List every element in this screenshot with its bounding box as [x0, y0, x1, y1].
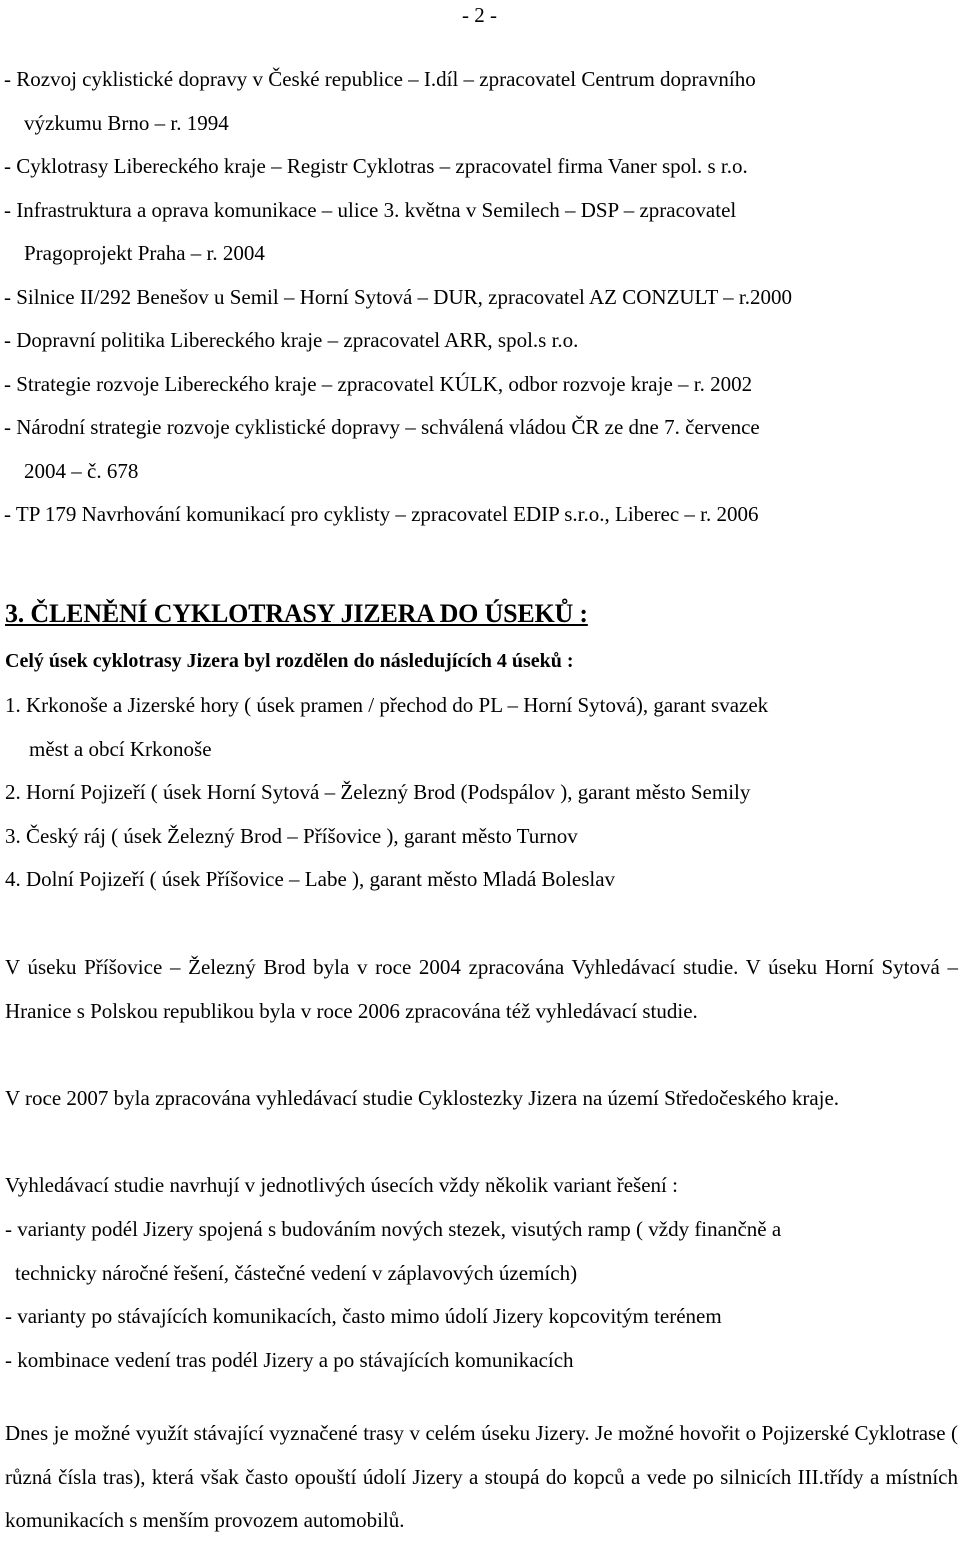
- reference-item: - Rozvoj cyklistické dopravy v České republice – I.díl – zpracovatel Centrum dopravního: [4, 67, 756, 91]
- reference-list: [4, 58, 944, 537]
- paragraph-current-routes: Dnes je možné využít stávající vyznačené trasy v celém úseku Jizery. Je možné hovořit o Pojizerské Cyklotrase ( různá čísla tras), která však často opouští údolí Jizery a stoupá do kopců a vede po silnicích III.třídy a místních komunikacích s menším provozem automobilů.: [5, 1421, 958, 1532]
- section-list: [5, 684, 945, 902]
- variant-item-continuation: technicky náročné řešení, částečné vedení v záplavových územích): [15, 1260, 578, 1285]
- reference-item: - Cyklotrasy Libereckého kraje – Registr Cyklotras – zpracovatel firma Vaner spol. s r.o.: [4, 154, 748, 178]
- section-item: 4. Dolní Pojizeří ( úsek Příšovice – Labe ), garant město Mladá Boleslav: [5, 867, 616, 891]
- paragraph-2007-study: V roce 2007 byla zpracována vyhledávací studie Cyklostezky Jizera na území Středočeského kraje.: [5, 1086, 840, 1110]
- section-intro: Celý úsek cyklotrasy Jizera byl rozdělen do následujících 4 úseků :: [5, 650, 574, 672]
- section-item: 3. Český ráj ( úsek Železný Brod – Příšovice ), garant město Turnov: [5, 823, 578, 848]
- reference-item-continuation: Pragoprojekt Praha – r. 2004: [24, 241, 265, 265]
- section-item: 1. Krkonoše a Jizerské hory ( úsek pramen / přechod do PL – Horní Sytová), garant svazek: [5, 693, 769, 717]
- reference-item-continuation: 2004 – č. 678: [24, 458, 139, 483]
- reference-item: - Dopravní politika Libereckého kraje – zpracovatel ARR, spol.s r.o.: [4, 328, 579, 352]
- reference-item: - Národní strategie rozvoje cyklistické dopravy – schválená vládou ČR ze dne 7. července: [4, 415, 760, 439]
- reference-item: - Strategie rozvoje Libereckého kraje – zpracovatel KÚLK, odbor rozvoje kraje – r. 2002: [4, 371, 753, 396]
- paragraph-studies: V úseku Příšovice – Železný Brod byla v roce 2004 zpracována Vyhledávací studie. V úseku Horní Sytová – Hranice s Polskou republikou byla v roce 2006 zpracována též vyhledávací studie.: [5, 955, 958, 1023]
- reference-item: - Silnice II/292 Benešov u Semil – Horní Sytová – DUR, zpracovatel AZ CONZULT – r.2000: [4, 284, 792, 309]
- variant-item: - varianty po stávajících komunikacích, často mimo údolí Jizery kopcovitým terénem: [5, 1304, 722, 1328]
- paragraph-variants-intro: Vyhledávací studie navrhují v jednotlivých úsecích vždy několik variant řešení :: [5, 1173, 678, 1197]
- section-item-continuation: měst a obcí Krkonoše: [29, 736, 212, 761]
- reference-item: - TP 179 Navrhování komunikací pro cyklisty – zpracovatel EDIP s.r.o., Liberec – r. 2006: [4, 502, 759, 526]
- reference-item: - Infrastruktura a oprava komunikace – ulice 3. května v Semilech – DSP – zpracovatel: [4, 197, 737, 222]
- section-heading: 3. ČLENĚNÍ CYKLOTRASY JIZERA DO ÚSEKŮ :: [5, 599, 588, 628]
- reference-item-continuation: výzkumu Brno – r. 1994: [24, 110, 229, 135]
- variant-list: [5, 1208, 955, 1382]
- variant-item: - kombinace vedení tras podél Jizery a po stávajících komunikacích: [5, 1347, 574, 1372]
- section-item: 2. Horní Pojizeří ( úsek Horní Sytová – Železný Brod (Podspálov ), garant město Semily: [5, 780, 751, 804]
- page-number: - 2 -: [462, 3, 497, 27]
- variant-item: - varianty podél Jizery spojená s budováním nových stezek, visutých ramp ( vždy finančně a: [5, 1217, 782, 1241]
